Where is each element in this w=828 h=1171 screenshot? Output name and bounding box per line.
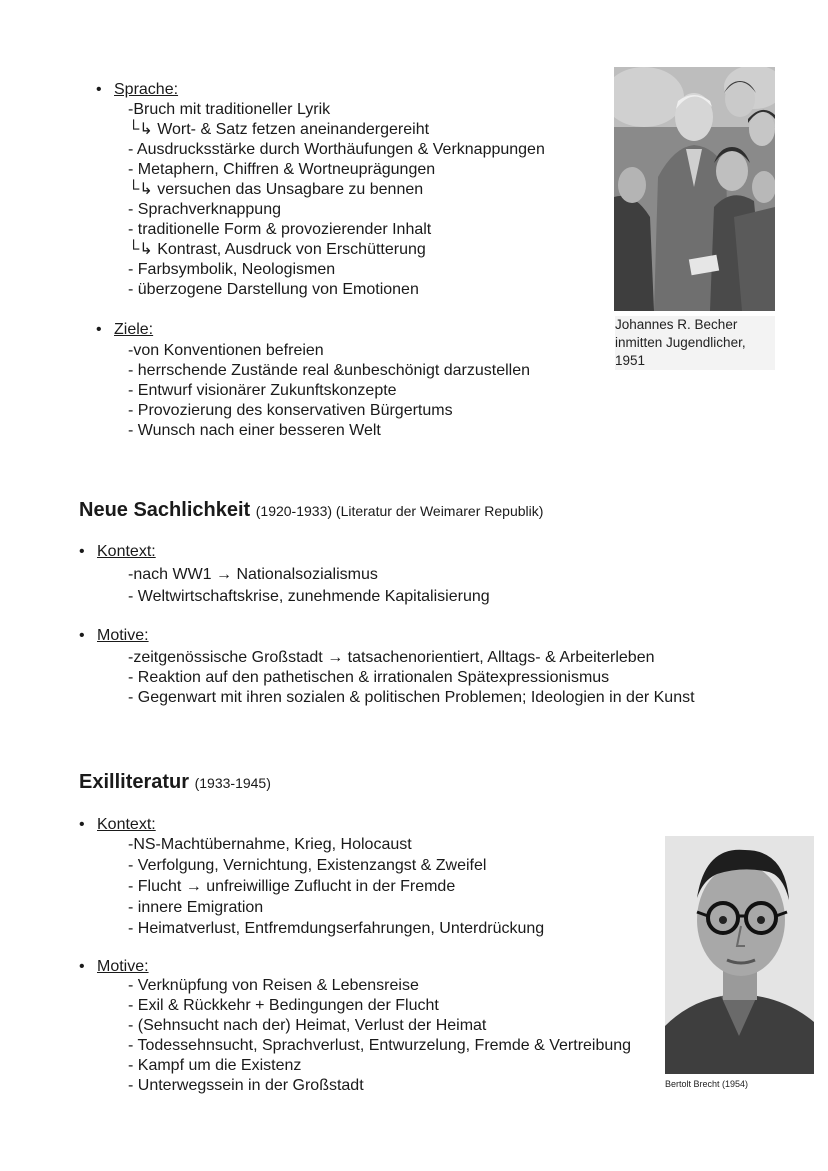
list-item: - Todessehnsucht, Sprachverlust, Entwurzelung, Fremde & Vertreibung [128,1037,632,1054]
list-item: - Weltwirtschaftskrise, zunehmende Kapitalisierung [128,588,490,605]
caption-line: 1951 [615,353,646,368]
list-item: - (Sehnsucht nach der) Heimat, Verlust der Heimat [128,1017,487,1034]
list-item: -zeitgenössische Großstadt → tatsachenorientiert, Alltags- & Arbeiterleben [128,649,655,666]
becher-photo [614,67,775,311]
list-item: -von Konventionen befreien [128,342,324,359]
list-item: -nach WW1 → Nationalsozialismus [128,566,378,583]
ns-motive-list [128,648,695,708]
list-item: - Metaphern, Chiffren & Wortneuprägungen [128,161,436,178]
list-item: -Bruch mit traditioneller Lyrik [128,101,331,118]
list-item: -NS-Machtübernahme, Krieg, Holocaust [128,836,412,853]
caption-line: inmitten Jugendlicher, [615,335,746,350]
section-title-exilliteratur: Exilliteratur (1933-1945) [79,771,271,793]
list-item: └↳ Wort- & Satz fetzen aneinandergereiht [128,121,430,138]
list-item: - Provozierung des konservativen Bürgertums [128,402,453,419]
list-item: - traditionelle Form & provozierender Inhalt [128,221,432,238]
list-item: - Entwurf visionärer Zukunftskonzepte [128,382,397,399]
list-item: - Sprachverknappung [128,201,281,218]
caption-line: Johannes R. Becher [615,317,738,332]
brecht-caption: Bertolt Brecht (1954) [665,1079,749,1089]
exil-motive-list [128,976,631,1096]
list-item: - Heimatverlust, Entfremdungserfahrungen, Unterdrückung [128,920,545,937]
list-item: - Kampf um die Existenz [128,1057,302,1074]
ziele-list [128,341,530,441]
exil-kontext-list [128,834,544,939]
list-item: - herrschende Zustände real &unbeschönigt darzustellen [128,362,531,379]
becher-caption [615,316,775,370]
list-item: - Verknüpfung von Reisen & Lebensreise [128,977,419,994]
list-item: - Reaktion auf den pathetischen & irrationalen Spätexpressionismus [128,669,610,686]
section-title-neue-sachlichkeit: Neue Sachlichkeit (1920-1933) (Literatur der Weimarer Republik) [79,499,544,521]
exil-kontext-heading: • Kontext: [79,816,156,833]
ziele-heading: • Ziele: [96,321,154,338]
list-item: - Gegenwart mit ihren sozialen & politischen Problemen; Ideologien in der Kunst [128,689,695,706]
list-item: - Flucht → unfreiwillige Zuflucht in der Fremde [128,878,456,895]
sprache-list [128,100,545,300]
list-item: - Ausdrucksstärke durch Worthäufungen & Verknappungen [128,141,545,158]
brecht-photo [665,836,814,1074]
list-item: └↳ versuchen das Unsagbare zu bennen [128,181,424,198]
exil-motive-heading: • Motive: [79,958,149,975]
list-item: - Wunsch nach einer besseren Welt [128,422,381,439]
sprache-heading: • Sprache: [96,81,179,98]
list-item: - Verfolgung, Vernichtung, Existenzangst & Zweifel [128,857,487,874]
list-item: - innere Emigration [128,899,264,916]
list-item: - Exil & Rückkehr + Bedingungen der Flucht [128,997,439,1014]
ns-motive-heading: • Motive: [79,627,149,644]
ns-kontext-list [128,564,490,608]
list-item: - Unterwegssein in der Großstadt [128,1077,364,1094]
list-item: - Farbsymbolik, Neologismen [128,261,336,278]
list-item: - überzogene Darstellung von Emotionen [128,281,419,298]
list-item: └↳ Kontrast, Ausdruck von Erschütterung [128,241,426,258]
ns-kontext-heading: • Kontext: [79,543,156,560]
